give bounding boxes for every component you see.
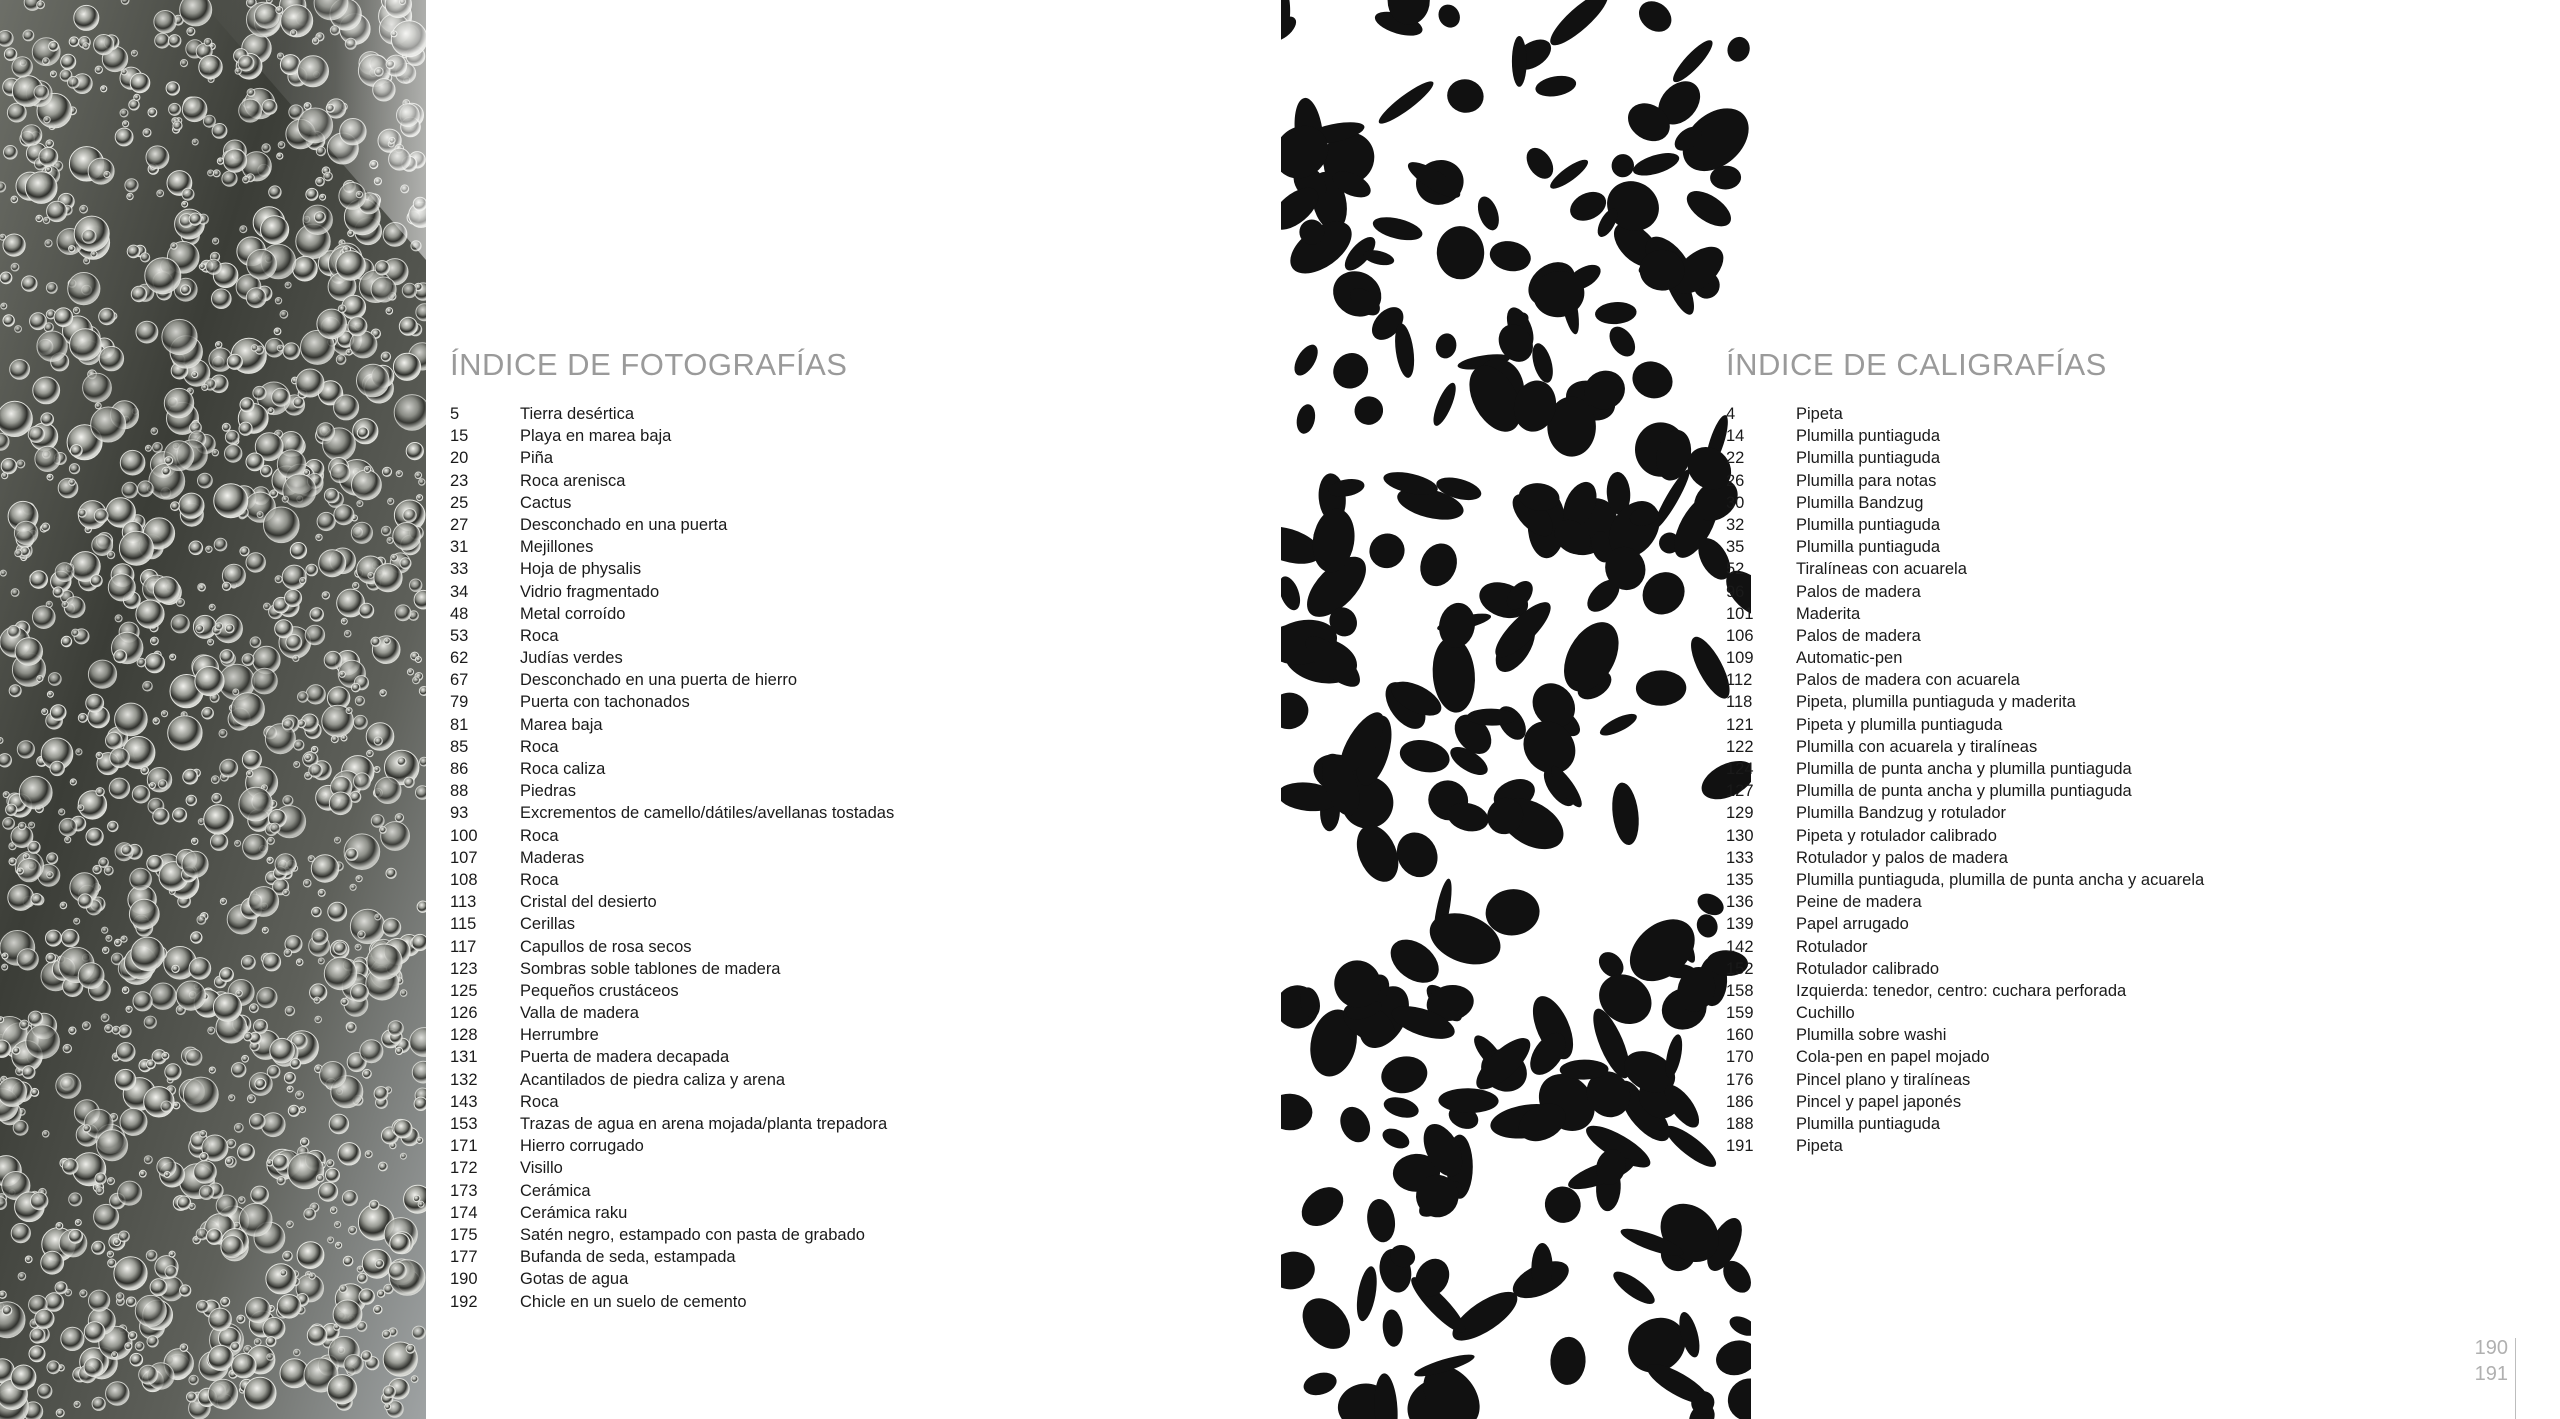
photo-entry-page: 62: [450, 649, 469, 668]
calligraphy-entry: [1726, 847, 2546, 869]
photo-entry-description: Vidrio fragmentado: [520, 582, 660, 601]
photo-entry: [450, 891, 1250, 913]
photo-entry-description: Roca: [520, 626, 559, 645]
calligraphy-entry-description: Plumilla Bandzug: [1796, 493, 1924, 512]
photo-entry-page: 190: [450, 1270, 478, 1289]
calligraphy-entry-page: 35: [1726, 538, 1745, 557]
calligraphy-entry: [1726, 1091, 2546, 1113]
photo-entry-description: Roca: [520, 826, 559, 845]
photo-entry: [450, 425, 1250, 447]
calligraphy-entry-page: 130: [1726, 826, 1754, 845]
calligraphy-entry-description: Plumilla puntiaguda: [1796, 427, 1941, 446]
photo-entry-description: Desconchado en una puerta de hierro: [520, 671, 798, 690]
calligraphy-entry: [1726, 603, 2546, 625]
photo-entry-page: 53: [450, 626, 469, 645]
photo-entry: [450, 558, 1250, 580]
calligraphy-entry: [1726, 780, 2546, 802]
calligraphy-entry-description: Plumilla puntiaguda: [1796, 449, 1941, 468]
photo-entry: [450, 691, 1250, 713]
calligraphy-entry-description: Pipeta: [1796, 1137, 1843, 1156]
photo-entry: [450, 1157, 1250, 1179]
photo-entry-page: 132: [450, 1070, 478, 1089]
photo-entry-page: 153: [450, 1115, 478, 1133]
photo-entry-description: Cerámica raku: [520, 1203, 628, 1222]
photo-entry-page: 172: [450, 1159, 478, 1178]
photo-entry-description: Puerta con tachonados: [520, 693, 690, 712]
calligraphy-entry: [1726, 470, 2546, 492]
photo-entry-page: 20: [450, 449, 469, 468]
calligraphy-index: [1726, 345, 2546, 1157]
photo-entry-page: 48: [450, 604, 469, 623]
photo-entry-description: Cerillas: [520, 915, 576, 934]
photo-entry: [450, 470, 1250, 492]
photo-entry-page: 5: [450, 405, 460, 423]
photo-entry-description: Visillo: [520, 1159, 563, 1178]
calligraphy-entry-description: Pincel plano y tiralíneas: [1796, 1070, 1971, 1089]
calligraphy-entry-description: Plumilla puntiaguda: [1796, 1115, 1941, 1133]
photo-entry-description: Gotas de agua: [520, 1270, 629, 1289]
calligraphy-entry-page: 124: [1726, 760, 1754, 778]
photo-entry: [450, 714, 1250, 736]
calligraphy-entry-description: Plumilla sobre washi: [1796, 1026, 1947, 1045]
photo-index-title: ÍNDICE DE FOTOGRAFÍAS: [450, 347, 848, 382]
photo-entry-page: 107: [450, 848, 478, 867]
calligraphy-entry-page: 191: [1726, 1137, 1754, 1156]
photo-entry: [450, 647, 1250, 669]
calligraphy-entry: [1726, 980, 2546, 1002]
calligraphy-entry-page: 129: [1726, 804, 1754, 823]
photo-entry: [450, 1024, 1250, 1046]
photo-entry: [450, 1224, 1250, 1246]
photo-entry-description: Hoja de physalis: [520, 560, 642, 579]
right-page-number: 191: [2474, 1363, 2508, 1385]
calligraphy-entry-description: Rotulador: [1796, 937, 1868, 956]
photo-entry-page: 113: [450, 893, 477, 912]
photo-entry: [450, 1135, 1250, 1157]
photo-entry-description: Roca: [520, 1092, 559, 1111]
calligraphy-entry-description: Plumilla para notas: [1796, 471, 1937, 490]
photo-entry-description: Bufanda de seda, estampada: [520, 1248, 736, 1267]
calligraphy-entry-page: 22: [1726, 449, 1745, 468]
photo-entry: [450, 802, 1250, 824]
calligraphy-entry-description: Tiralíneas con acuarela: [1796, 560, 1967, 579]
calligraphy-entry-description: Pipeta, plumilla puntiaguda y maderita: [1796, 693, 2076, 712]
calligraphy-entry: [1726, 425, 2546, 447]
photo-entry-description: Desconchado en una puerta: [520, 515, 728, 534]
calligraphy-entry: [1726, 958, 2546, 980]
calligraphy-entry-page: 26: [1726, 471, 1745, 490]
calligraphy-entry-page: 121: [1726, 715, 1754, 734]
photo-entry: [450, 1291, 1250, 1313]
photo-entry: [450, 980, 1250, 1002]
folio-divider: [2515, 1338, 2516, 1419]
photo-entry: [450, 736, 1250, 758]
calligraphy-entry-page: 52: [1726, 560, 1745, 579]
calligraphy-entry-page: 122: [1726, 737, 1754, 756]
calligraphy-entry: [1726, 1046, 2546, 1068]
calligraphy-entry: [1726, 625, 2546, 647]
photo-entry-description: Chicle en un suelo de cemento: [520, 1292, 747, 1311]
photo-entry-page: 86: [450, 760, 469, 778]
photo-entry-description: Valla de madera: [520, 1004, 639, 1023]
photo-entry: [450, 403, 1250, 425]
calligraphy-entry: [1726, 514, 2546, 536]
photo-entry-page: 128: [450, 1026, 478, 1045]
photo-entry-description: Mejillones: [520, 538, 594, 557]
photo-entry-description: Satén negro, estampado con pasta de grabado: [520, 1225, 865, 1244]
photo-entry: [450, 1268, 1250, 1290]
photo-entry: [450, 581, 1250, 603]
photo-entry: [450, 958, 1250, 980]
photo-entry: [450, 1246, 1250, 1268]
photo-entry-page: 15: [450, 427, 469, 446]
calligraphy-entry: [1726, 825, 2546, 847]
calligraphy-entry-description: Plumilla con acuarela y tiralíneas: [1796, 737, 2038, 756]
photo-entry-page: 85: [450, 737, 469, 756]
calligraphy-entry: [1726, 758, 2546, 780]
photo-entry: [450, 603, 1250, 625]
photo-entry-description: Metal corroído: [520, 604, 626, 623]
photo-entry: [450, 492, 1250, 514]
calligraphy-entry-page: 127: [1726, 782, 1754, 801]
photo-entry-page: 125: [450, 981, 478, 1000]
photo-entry-page: 171: [450, 1137, 478, 1156]
calligraphy-entry-description: Cola-pen en papel mojado: [1796, 1048, 1990, 1067]
calligraphy-entry-page: 30: [1726, 493, 1745, 512]
photo-entry-description: Trazas de agua en arena mojada/planta trepadora: [520, 1115, 888, 1133]
calligraphy-entry: [1726, 691, 2546, 713]
calligraphy-entry-page: 139: [1726, 915, 1754, 934]
calligraphy-entry: [1726, 581, 2546, 603]
calligraphy-entry-description: Palos de madera: [1796, 582, 1921, 601]
photo-entry-description: Pequeños crustáceos: [520, 981, 679, 1000]
calligraphy-entry: [1726, 1135, 2546, 1157]
calligraphy-entry-page: 32: [1726, 515, 1745, 534]
photo-entry-page: 192: [450, 1292, 478, 1311]
photo-entry-description: Roca caliza: [520, 760, 606, 778]
calligraphy-entry-description: Plumilla puntiaguda, plumilla de punta ancha y acuarela: [1796, 870, 2205, 889]
photo-entry: [450, 758, 1250, 780]
calligraphy-entry-page: 96: [1726, 582, 1745, 601]
calligraphy-entry-description: Rotulador calibrado: [1796, 959, 1940, 978]
photo-entry: [450, 1046, 1250, 1068]
photo-entry-page: 81: [450, 715, 469, 734]
photo-entry-description: Hierro corrugado: [520, 1137, 644, 1156]
photo-entry: [450, 514, 1250, 536]
calligraphy-entry: [1726, 736, 2546, 758]
calligraphy-entry-page: 106: [1726, 626, 1754, 645]
calligraphy-entry-page: 170: [1726, 1048, 1754, 1067]
calligraphy-entry-description: Pipeta: [1796, 405, 1843, 423]
calligraphy-entry: [1726, 913, 2546, 935]
calligraphy-entry-description: Automatic-pen: [1796, 649, 1903, 668]
photo-entry-page: 173: [450, 1181, 478, 1200]
photo-entry: [450, 1180, 1250, 1202]
photo-entry-page: 177: [450, 1248, 478, 1267]
photo-entry: [450, 1069, 1250, 1091]
calligraphy-entry-page: 101: [1726, 604, 1754, 623]
photo-entry: [450, 1202, 1250, 1224]
calligraphy-entry-description: Pipeta y rotulador calibrado: [1796, 826, 1997, 845]
photo-entry: [450, 847, 1250, 869]
photo-entry-page: 31: [450, 538, 469, 557]
calligraphy-entry-description: Peine de madera: [1796, 893, 1922, 912]
photo-entry-page: 108: [450, 870, 478, 889]
calligraphy-entry-description: Plumilla Bandzug y rotulador: [1796, 804, 2007, 823]
calligraphy-entry: [1726, 1002, 2546, 1024]
photo-entry-description: Capullos de rosa secos: [520, 937, 692, 956]
photo-entry-description: Puerta de madera decapada: [520, 1048, 730, 1067]
photo-entry: [450, 1002, 1250, 1024]
calligraphy-entry-description: Pincel y papel japonés: [1796, 1092, 1962, 1111]
calligraphy-entry-description: Papel arrugado: [1796, 915, 1909, 934]
calligraphy-entry-page: 159: [1726, 1004, 1754, 1023]
calligraphy-entry-description: Plumilla de punta ancha y plumilla puntiaguda: [1796, 760, 2132, 778]
photo-entry-description: Playa en marea baja: [520, 427, 672, 446]
calligraphy-entry: [1726, 558, 2546, 580]
page-numbers: [2475, 1335, 2508, 1387]
photo-entry-page: 79: [450, 693, 469, 712]
photo-entry-description: Sombras soble tablones de madera: [520, 959, 781, 978]
photo-entry-description: Roca: [520, 870, 559, 889]
photo-entry: [450, 447, 1250, 469]
calligraphy-entry-page: 14: [1726, 427, 1745, 446]
photo-entry-description: Roca arenisca: [520, 471, 626, 490]
photo-entry: [450, 625, 1250, 647]
photo-entry-page: 175: [450, 1225, 478, 1244]
photo-entry-page: 115: [450, 915, 477, 934]
photo-entry-page: 131: [450, 1048, 478, 1067]
photo-entry-description: Cactus: [520, 493, 572, 512]
photo-entry: [450, 869, 1250, 891]
calligraphy-entry-description: Plumilla puntiaguda: [1796, 538, 1941, 557]
calligraphy-entry: [1726, 492, 2546, 514]
photo-entry-description: Piña: [520, 449, 554, 468]
calligraphy-entry: [1726, 891, 2546, 913]
photo-entry-page: 126: [450, 1004, 478, 1023]
calligraphy-index-list: [1726, 403, 2546, 1157]
calligraphy-entry: [1726, 536, 2546, 558]
calligraphy-entry: [1726, 869, 2546, 891]
calligraphy-entry: [1726, 1113, 2546, 1135]
photo-entry-page: 93: [450, 804, 469, 823]
photo-entry-page: 117: [450, 937, 477, 956]
calligraphy-entry: [1726, 802, 2546, 824]
photo-entry-page: 100: [450, 826, 478, 845]
photo-entry: [450, 1113, 1250, 1135]
calligraphy-entry: [1726, 447, 2546, 469]
photo-entry-page: 23: [450, 471, 469, 490]
calligraphy-entry-page: 176: [1726, 1070, 1754, 1089]
calligraphy-entry: [1726, 1024, 2546, 1046]
photo-entry-page: 34: [450, 582, 469, 601]
calligraphy-index-title: ÍNDICE DE CALIGRAFÍAS: [1726, 347, 2107, 382]
photo-entry-description: Excrementos de camello/dátiles/avellanas tostadas: [520, 804, 895, 823]
photo-index-list: [450, 403, 1250, 1313]
photo-entry-description: Marea baja: [520, 715, 603, 734]
calligraphy-entry-description: Rotulador y palos de madera: [1796, 848, 2008, 867]
photo-entry-description: Maderas: [520, 848, 585, 867]
photo-entry: [450, 825, 1250, 847]
calligraphy-entry-page: 136: [1726, 893, 1754, 912]
calligraphy-entry-page: 118: [1726, 693, 1753, 712]
calligraphy-entry-page: 158: [1726, 981, 1754, 1000]
calligraphy-entry-page: 186: [1726, 1092, 1754, 1111]
photo-index: [450, 345, 1250, 1313]
calligraphy-entry-page: 109: [1726, 649, 1754, 668]
photo-entry-description: Roca: [520, 737, 559, 756]
calligraphy-entry-page: 135: [1726, 870, 1754, 889]
photo-entry: [450, 780, 1250, 802]
calligraphy-entry-description: Pipeta y plumilla puntiaguda: [1796, 715, 2003, 734]
calligraphy-entry-page: 160: [1726, 1026, 1754, 1045]
photo-entry: [450, 669, 1250, 691]
photo-entry: [450, 1091, 1250, 1113]
photo-entry-page: 33: [450, 560, 469, 579]
photo-entry-description: Cerámica: [520, 1181, 591, 1200]
calligraphy-entry-description: Cuchillo: [1796, 1004, 1855, 1023]
photo-entry-description: Herrumbre: [520, 1026, 599, 1045]
calligraphy-entry-description: Palos de madera: [1796, 626, 1921, 645]
photo-entry: [450, 913, 1250, 935]
photo-entry: [450, 936, 1250, 958]
calligraphy-entry: [1726, 714, 2546, 736]
calligraphy-entry: [1726, 647, 2546, 669]
calligraphy-entry-page: 133: [1726, 848, 1754, 867]
photo-entry-page: 27: [450, 515, 469, 534]
calligraphy-entry-description: Plumilla de punta ancha y plumilla puntiaguda: [1796, 782, 2132, 801]
photo-entry-page: 88: [450, 782, 469, 801]
photo-entry-page: 25: [450, 493, 469, 512]
photo-entry-page: 174: [450, 1203, 478, 1222]
photo-entry-page: 67: [450, 671, 469, 690]
calligraphy-entry-description: Plumilla puntiaguda: [1796, 515, 1941, 534]
photo-entry-description: Piedras: [520, 782, 576, 801]
photo-entry: [450, 536, 1250, 558]
calligraphy-entry-description: Izquierda: tenedor, centro: cuchara perforada: [1796, 981, 2127, 1000]
calligraphy-entry-description: Palos de madera con acuarela: [1796, 671, 2020, 690]
calligraphy-entry-page: 152: [1726, 959, 1754, 978]
photo-entry-page: 143: [450, 1092, 478, 1111]
calligraphy-entry-description: Maderita: [1796, 604, 1861, 623]
calligraphy-entry-page: 188: [1726, 1115, 1754, 1133]
left-page-number: 190: [2474, 1337, 2508, 1359]
ink-blot-pattern: [1281, 0, 1751, 1419]
photo-entry-description: Cristal del desierto: [520, 893, 657, 912]
calligraphy-entry-page: 4: [1726, 405, 1736, 423]
photo-entry-description: Acantilados de piedra caliza y arena: [520, 1070, 786, 1089]
calligraphy-entry: [1726, 936, 2546, 958]
calligraphy-entry-page: 112: [1726, 671, 1753, 690]
water-droplets-photo: [0, 0, 426, 1419]
photo-entry-page: 123: [450, 959, 478, 978]
calligraphy-entry: [1726, 669, 2546, 691]
calligraphy-entry-page: 142: [1726, 937, 1754, 956]
photo-entry-description: Judías verdes: [520, 649, 623, 668]
photo-entry-description: Tierra desértica: [520, 405, 635, 423]
calligraphy-entry: [1726, 1069, 2546, 1091]
calligraphy-entry: [1726, 403, 2546, 425]
